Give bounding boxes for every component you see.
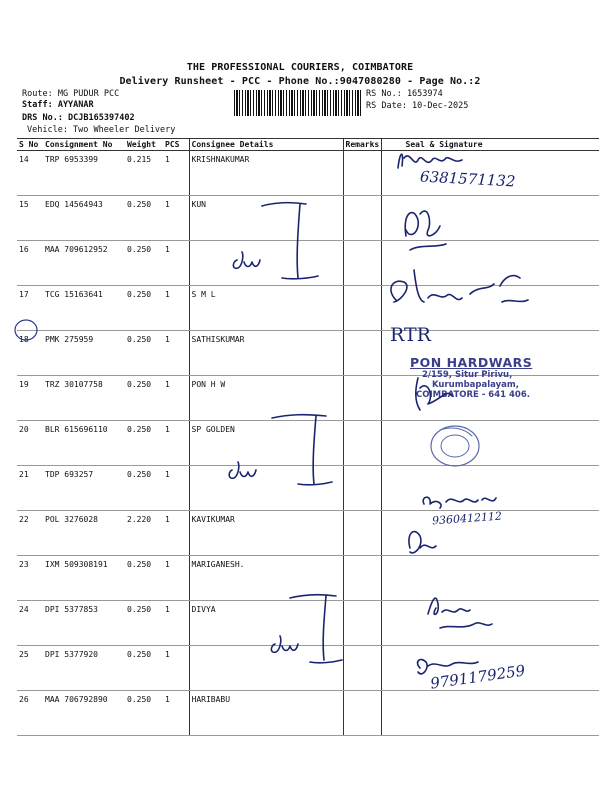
cell-pcs: 1 [163, 556, 189, 601]
cell-consignment: DPI 5377853 [43, 601, 125, 646]
table-row [17, 556, 599, 601]
handwritten-phone-row14: 6381571132 [419, 167, 516, 191]
cell-weight: 2.220 [125, 511, 163, 556]
cell-consignee: HARIBABU [189, 691, 343, 736]
cell-consignee: MARIGANESH. [189, 556, 343, 601]
cell-consignee: KUN [189, 196, 343, 241]
cell-pcs: 1 [163, 286, 189, 331]
vehicle-label: Vehicle: Two Wheeler Delivery [27, 125, 176, 135]
cell-consignment: PMK 275959 [43, 331, 125, 376]
cell-sno: 19 [17, 376, 43, 421]
cell-remarks [343, 466, 381, 511]
cell-consignee: DIVYA [189, 601, 343, 646]
handwritten-rtr-note: RTR [390, 324, 431, 346]
cell-consignee: S M L [189, 286, 343, 331]
col-sno: S No [17, 139, 43, 151]
cell-weight: 0.250 [125, 691, 163, 736]
cell-consignment: TRP 6953399 [43, 151, 125, 196]
table-row [17, 466, 599, 511]
handwritten-phone-row23: 9360412112 [431, 509, 503, 528]
barcode [234, 90, 362, 116]
cell-pcs: 1 [163, 421, 189, 466]
rs-date: RS Date: 10-Dec-2025 [366, 101, 469, 111]
company-stamp [410, 355, 570, 400]
cell-sno: 26 [17, 691, 43, 736]
cell-seal [381, 601, 599, 646]
cell-weight: 0.250 [125, 466, 163, 511]
company-title: THE PROFESSIONAL COURIERS, COIMBATORE [186, 62, 414, 73]
col-pcs: PCS [163, 139, 189, 151]
cell-weight: 0.250 [125, 376, 163, 421]
cell-pcs: 1 [163, 466, 189, 511]
cell-weight: 0.250 [125, 556, 163, 601]
cell-consignee: KAVIKUMAR [189, 511, 343, 556]
stamp-address-line1: 2/159, Situr Pirivu, [422, 370, 513, 380]
runsheet-title: Delivery Runsheet - PCC - Phone No.:9047080280 - Page No.:2 [119, 76, 481, 87]
cell-seal [381, 691, 599, 736]
cell-remarks [343, 376, 381, 421]
col-remarks: Remarks [343, 139, 381, 151]
cell-remarks [343, 421, 381, 466]
cell-weight: 0.250 [125, 646, 163, 691]
col-consignee: Consignee Details [189, 139, 343, 151]
cell-remarks [343, 241, 381, 286]
cell-remarks [343, 646, 381, 691]
cell-weight: 0.250 [125, 421, 163, 466]
cell-seal [381, 241, 599, 286]
cell-consignment: TDP 693257 [43, 466, 125, 511]
cell-seal [381, 196, 599, 241]
cell-sno: 15 [17, 196, 43, 241]
cell-remarks [343, 286, 381, 331]
cell-consignee: PON H W [189, 376, 343, 421]
route-label: Route: MG PUDUR PCC [22, 89, 120, 99]
runsheet-table [17, 138, 599, 736]
cell-consignee: KRISHNAKUMAR [189, 151, 343, 196]
cell-consignee [189, 646, 343, 691]
cell-consignee [189, 241, 343, 286]
cell-sno: 25 [17, 646, 43, 691]
cell-sno: 22 [17, 511, 43, 556]
cell-remarks [343, 691, 381, 736]
cell-remarks [343, 196, 381, 241]
cell-weight: 0.250 [125, 286, 163, 331]
col-consignment: Consignment No [43, 139, 125, 151]
table-row [17, 196, 599, 241]
cell-consignment: IXM 509308191 [43, 556, 125, 601]
cell-pcs: 1 [163, 376, 189, 421]
cell-pcs: 1 [163, 196, 189, 241]
col-weight: Weight [125, 139, 163, 151]
cell-seal [381, 421, 599, 466]
cell-consignment: TRZ 30107758 [43, 376, 125, 421]
cell-remarks [343, 601, 381, 646]
rs-number: RS No.: 1653974 [366, 89, 443, 99]
cell-consignment: BLR 615696110 [43, 421, 125, 466]
cell-sno: 14 [17, 151, 43, 196]
table-row [17, 286, 599, 331]
table-row [17, 601, 599, 646]
cell-pcs: 1 [163, 646, 189, 691]
cell-weight: 0.250 [125, 601, 163, 646]
cell-consignment: POL 3276028 [43, 511, 125, 556]
cell-consignment: DPI 5377920 [43, 646, 125, 691]
cell-sno: 23 [17, 556, 43, 601]
stamp-address-line3: COIMBATORE - 641 406. [416, 390, 530, 400]
table-row [17, 241, 599, 286]
cell-consignment: MAA 706792890 [43, 691, 125, 736]
cell-consignment: MAA 709612952 [43, 241, 125, 286]
cell-remarks [343, 151, 381, 196]
table-row [17, 511, 599, 556]
cell-sno: 17 [17, 286, 43, 331]
cell-consignee: SP GOLDEN [189, 421, 343, 466]
cell-consignee [189, 466, 343, 511]
stamp-address-line2: Kurumbapalayam, [432, 380, 519, 390]
cell-consignee: SATHISKUMAR [189, 331, 343, 376]
cell-pcs: 1 [163, 331, 189, 376]
col-seal: Seal & Signature [381, 139, 599, 151]
cell-seal [381, 466, 599, 511]
cell-sno: 24 [17, 601, 43, 646]
cell-sno: 20 [17, 421, 43, 466]
cell-sno: 16 [17, 241, 43, 286]
cell-remarks [343, 511, 381, 556]
cell-pcs: 1 [163, 601, 189, 646]
cell-remarks [343, 331, 381, 376]
table-header [17, 139, 599, 151]
cell-remarks [343, 556, 381, 601]
cell-pcs: 1 [163, 241, 189, 286]
handwritten-phone-row26: 9791179259 [429, 661, 527, 693]
table-row [17, 691, 599, 736]
staff-label: Staff: AYYANAR [22, 100, 94, 110]
cell-pcs: 1 [163, 151, 189, 196]
cell-weight: 0.250 [125, 196, 163, 241]
cell-consignment: TCG 15163641 [43, 286, 125, 331]
cell-sno: 21 [17, 466, 43, 511]
cell-sno: 18 [17, 331, 43, 376]
cell-weight: 0.250 [125, 241, 163, 286]
cell-pcs: 1 [163, 691, 189, 736]
stamp-company-name: PON HARDWARS [410, 355, 533, 370]
drs-number: DRS No.: DCJB165397402 [22, 113, 135, 123]
cell-pcs: 1 [163, 511, 189, 556]
table-row [17, 421, 599, 466]
cell-seal [381, 556, 599, 601]
cell-weight: 0.250 [125, 331, 163, 376]
cell-weight: 0.215 [125, 151, 163, 196]
cell-consignment: EDQ 14564943 [43, 196, 125, 241]
